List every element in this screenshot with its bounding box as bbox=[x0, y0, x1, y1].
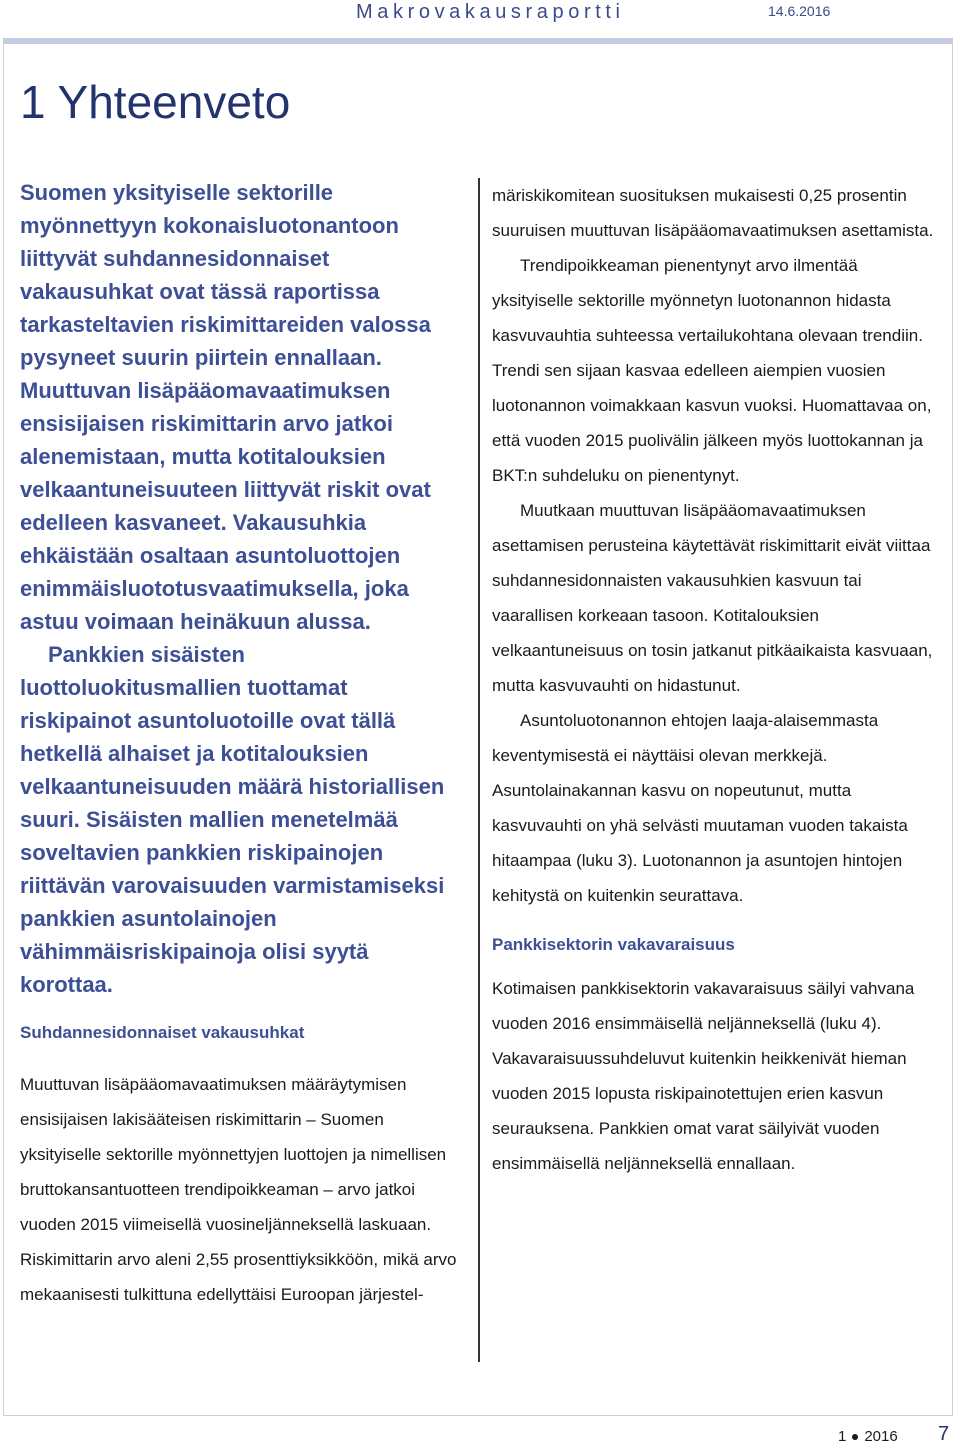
lead-paragraph-1: Suomen yksityiselle sektorille myönnettyyn kokonaisluotonantoon liittyvät suhdannesidonnaiset vakausuhkat ovat tässä raportissa tarkasteltavien riskimittareiden valossa pysyneet suurin piirtein ennallaan. Muuttuvan lisäpääomavaatimuksen ensisijaisen riskimittarin arvo jatkoi alenemistaan, mutta kotitalouksien velkaantuneisuuteen liittyvät riskit ovat edelleen kasvaneet. Vakausuhkia ehkäistään osaltaan asuntoluottojen enimmäisluototusvaatimuksella, joka astuu voimaan heinäkuun alussa. bbox=[20, 180, 431, 634]
report-title: Makrovakausraportti bbox=[356, 1, 625, 23]
body-paragraph-solvency: Kotimaisen pankkisektorin vakavaraisuus säilyi vahvana vuoden 2016 ensimmäisellä neljänneksellä (luku 4). Vakavaraisuussuhdeluvut kuitenkin heikkenivät hieman vuoden 2015 lopusta riskipainotettujen erien kasvun seurauksena. Pankkien omat varat säilyivät vuoden ensimmäisellä neljänneksellä ennallaan. bbox=[492, 979, 915, 1173]
bullet-icon bbox=[852, 1434, 858, 1440]
lead-paragraph-2 bbox=[20, 638, 460, 1001]
body-paragraph-trend: Trendipoikkeaman pienentynyt arvo ilmentää yksityiselle sektorille myönnetyn luotonannon hidasta kasvuvauhtia suhteessa vertailukohtana olevaan trendiin. Trendi sen sijaan kasvaa edelleen aiempien vuosien luotonannon voimakkaan kasvun vuoksi. Huomattavaa on, että vuoden 2015 puolivälin jälkeen myös luottokannan ja BKT:n suhdeluku on pienentynyt. bbox=[492, 256, 932, 485]
footer-year: 2016 bbox=[864, 1428, 898, 1445]
footer-issue-number: 1 bbox=[838, 1428, 847, 1445]
body-paragraph: Muuttuvan lisäpääomavaatimuksen määräytymisen ensisijaisen lakisääteisen riskimittarin – Suomen yksityiselle sektorille myönnettyjen luottojen ja nimellisen bruttokansantuotteen trendipoikkeaman – arvo jatkoi vuoden 2015 viimeisellä vuosineljänneksellä laskuaan. Riskimittarin arvo aleni 2,55 prosenttiyksikköön, mikä arvo mekaanisesti tulkittuna edellyttäisi Euroopan järjestel- bbox=[20, 1075, 457, 1304]
body-paragraph-indicators: Muutkaan muuttuvan lisäpääomavaatimuksen asettamisen perusteina käytettävät riskimittarit eivät viittaa suhdannesidonnaisten vakausuhkien kasvuun tai vaarallisen korkeaan tasoon. Kotitalouksien velkaantuneisuus on tosin jatkanut pitkäaikaista kasvuaan, mutta kasvuvauhti on hidastunut. bbox=[492, 501, 933, 695]
body-paragraph-continued: märiskikomitean suosituksen mukaisesti 0,25 prosentin suuruisen muuttuvan lisäpääomavaatimuksen asettamista. bbox=[492, 186, 934, 240]
footer-issue bbox=[838, 1427, 898, 1447]
report-date: 14.6.2016 bbox=[768, 3, 831, 19]
section-heading-bank-solvency: Pankkisektorin vakavaraisuus bbox=[492, 935, 735, 954]
column-divider bbox=[478, 178, 480, 1362]
right-column bbox=[492, 178, 942, 1181]
page-number: 7 bbox=[938, 1423, 950, 1445]
left-column bbox=[20, 176, 460, 1312]
chapter-title: 1 Yhteenveto bbox=[20, 76, 291, 128]
lead-paragraph-2-text: Pankkien sisäisten luottoluokitusmallien tuottamat riskipainot asuntoluotoille ovat tällä hetkellä alhaiset ja kotitalouksien velkaantuneisuuden määrä historiallisen suuri. Sisäisten mallien menetelmää soveltavien pankkien riskipainojen riittävän varovaisuuden varmistamiseksi pankkien asuntolainojen vähimmäisriskipainoja olisi syytä korottaa. bbox=[20, 642, 445, 997]
section-heading-cyclical-risks: Suhdannesidonnaiset vakausuhkat bbox=[20, 1023, 305, 1042]
body-paragraph-housing-loans: Asuntoluotonannon ehtojen laaja-alaisemmasta keventymisestä ei näyttäisi olevan merkkejä. Asuntolainakannan kasvu on nopeutunut, mutta kasvuvauhti on yhä selvästi muutaman vuoden takaista hitaampaa (luku 3). Luotonannon ja asuntojen hintojen kehitystä on kuitenkin seurattava. bbox=[492, 711, 908, 905]
